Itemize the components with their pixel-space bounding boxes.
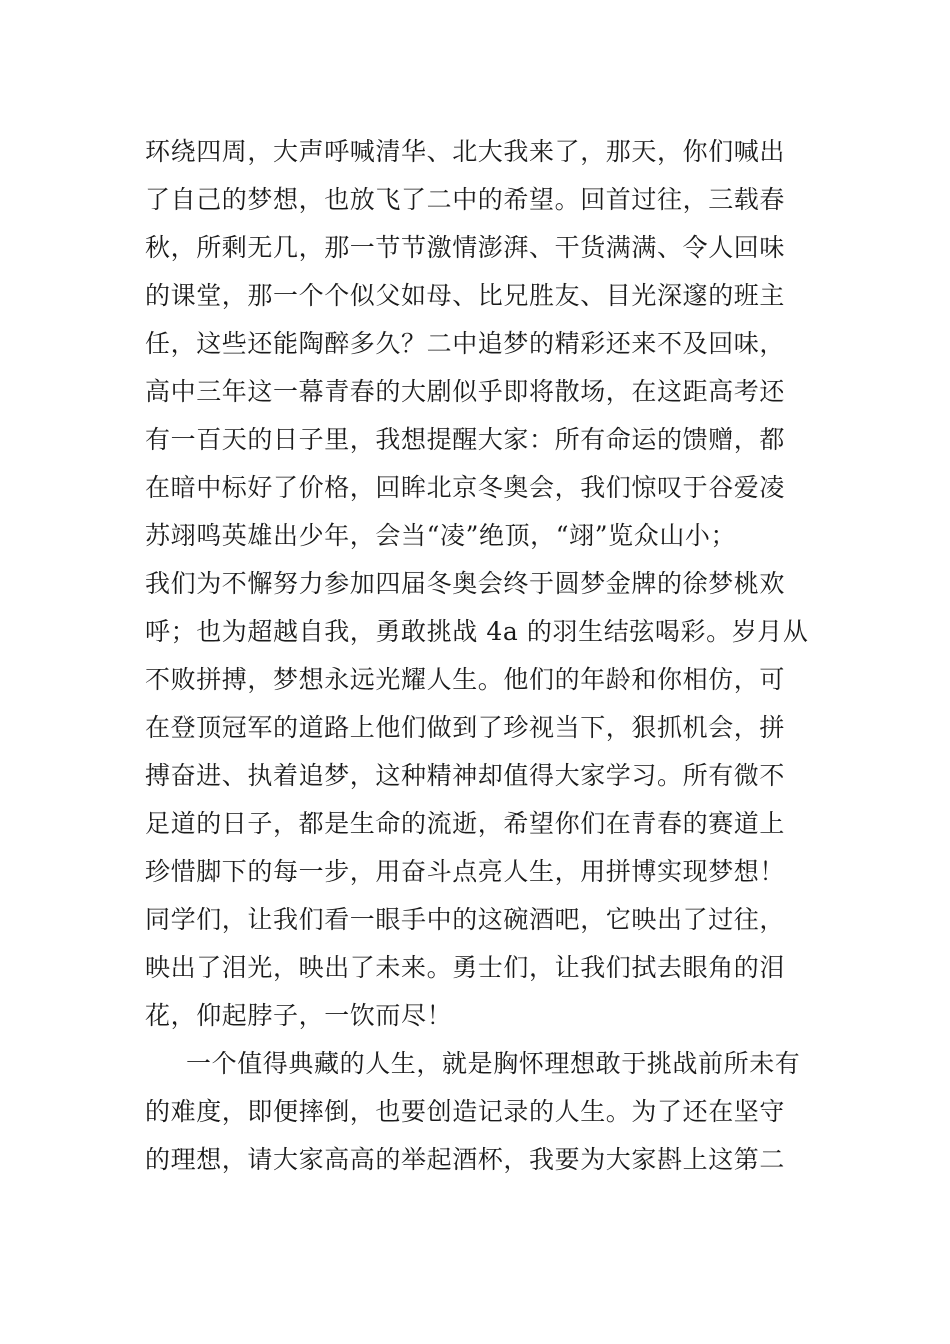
text-line: 的难度，即便摔倒，也要创造记录的人生。为了还在坚守 — [145, 1097, 786, 1126]
text-line: 在暗中标好了价格，回眸北京冬奥会，我们惊叹于谷爱凌 — [145, 473, 786, 502]
text-line: 珍惜脚下的每一步，用奋斗点亮人生，用拼博实现梦想！ — [145, 857, 786, 886]
text-line: 同学们，让我们看一眼手中的这碗酒吧，它映出了过往， — [145, 905, 786, 934]
text-line: 高中三年这一幕青春的大剧似乎即将散场，在这距高考还 — [145, 377, 786, 406]
document-body — [145, 128, 815, 1184]
text-line: 搏奋进、执着追梦，这种精神却值得大家学习。所有微不 — [145, 761, 786, 790]
text-line: 我们为不懈努力参加四届冬奥会终于圆梦金牌的徐梦桃欢 — [145, 569, 786, 598]
text-line: 不败拼搏，梦想永远光耀人生。他们的年龄和你相仿，可 — [145, 665, 786, 694]
text-line: 了自己的梦想，也放飞了二中的希望。回首过往，三载春 — [145, 185, 786, 214]
text-line: 的理想，请大家高高的举起酒杯，我要为大家斟上这第二 — [145, 1145, 786, 1174]
text-line: 花，仰起脖子，一饮而尽！ — [145, 1001, 453, 1030]
text-line: 环绕四周，大声呼喊清华、北大我来了，那天，你们喊出 — [145, 137, 786, 166]
text-line: 的课堂，那一个个似父如母、比兄胜友、目光深邃的班主 — [145, 281, 786, 310]
text-line: 有一百天的日子里，我想提醒大家：所有命运的馈赠，都 — [145, 425, 786, 454]
paragraph-1 — [145, 128, 815, 1040]
text-line: 映出了泪光，映出了未来。勇士们，让我们拭去眼角的泪 — [145, 953, 786, 982]
text-line: 呼；也为超越自我，勇敢挑战 4a 的羽生结弦喝彩。岁月从 — [145, 617, 809, 646]
text-line: 一个值得典藏的人生，就是胸怀理想敢于挑战前所未有 — [186, 1049, 801, 1078]
text-line: 在登顶冠军的道路上他们做到了珍视当下，狠抓机会，拼 — [145, 713, 786, 742]
text-line: 任，这些还能陶醉多久？二中追梦的精彩还来不及回味， — [145, 329, 786, 358]
text-line: 秋，所剩无几，那一节节激情澎湃、干货满满、令人回味 — [145, 233, 786, 262]
text-line: 足道的日子，都是生命的流逝，希望你们在青春的赛道上 — [145, 809, 786, 838]
text-line: 苏翊鸣英雄出少年，会当“凌”绝顶，“翊”览众山小； — [145, 521, 737, 550]
paragraph-2 — [145, 1040, 815, 1184]
